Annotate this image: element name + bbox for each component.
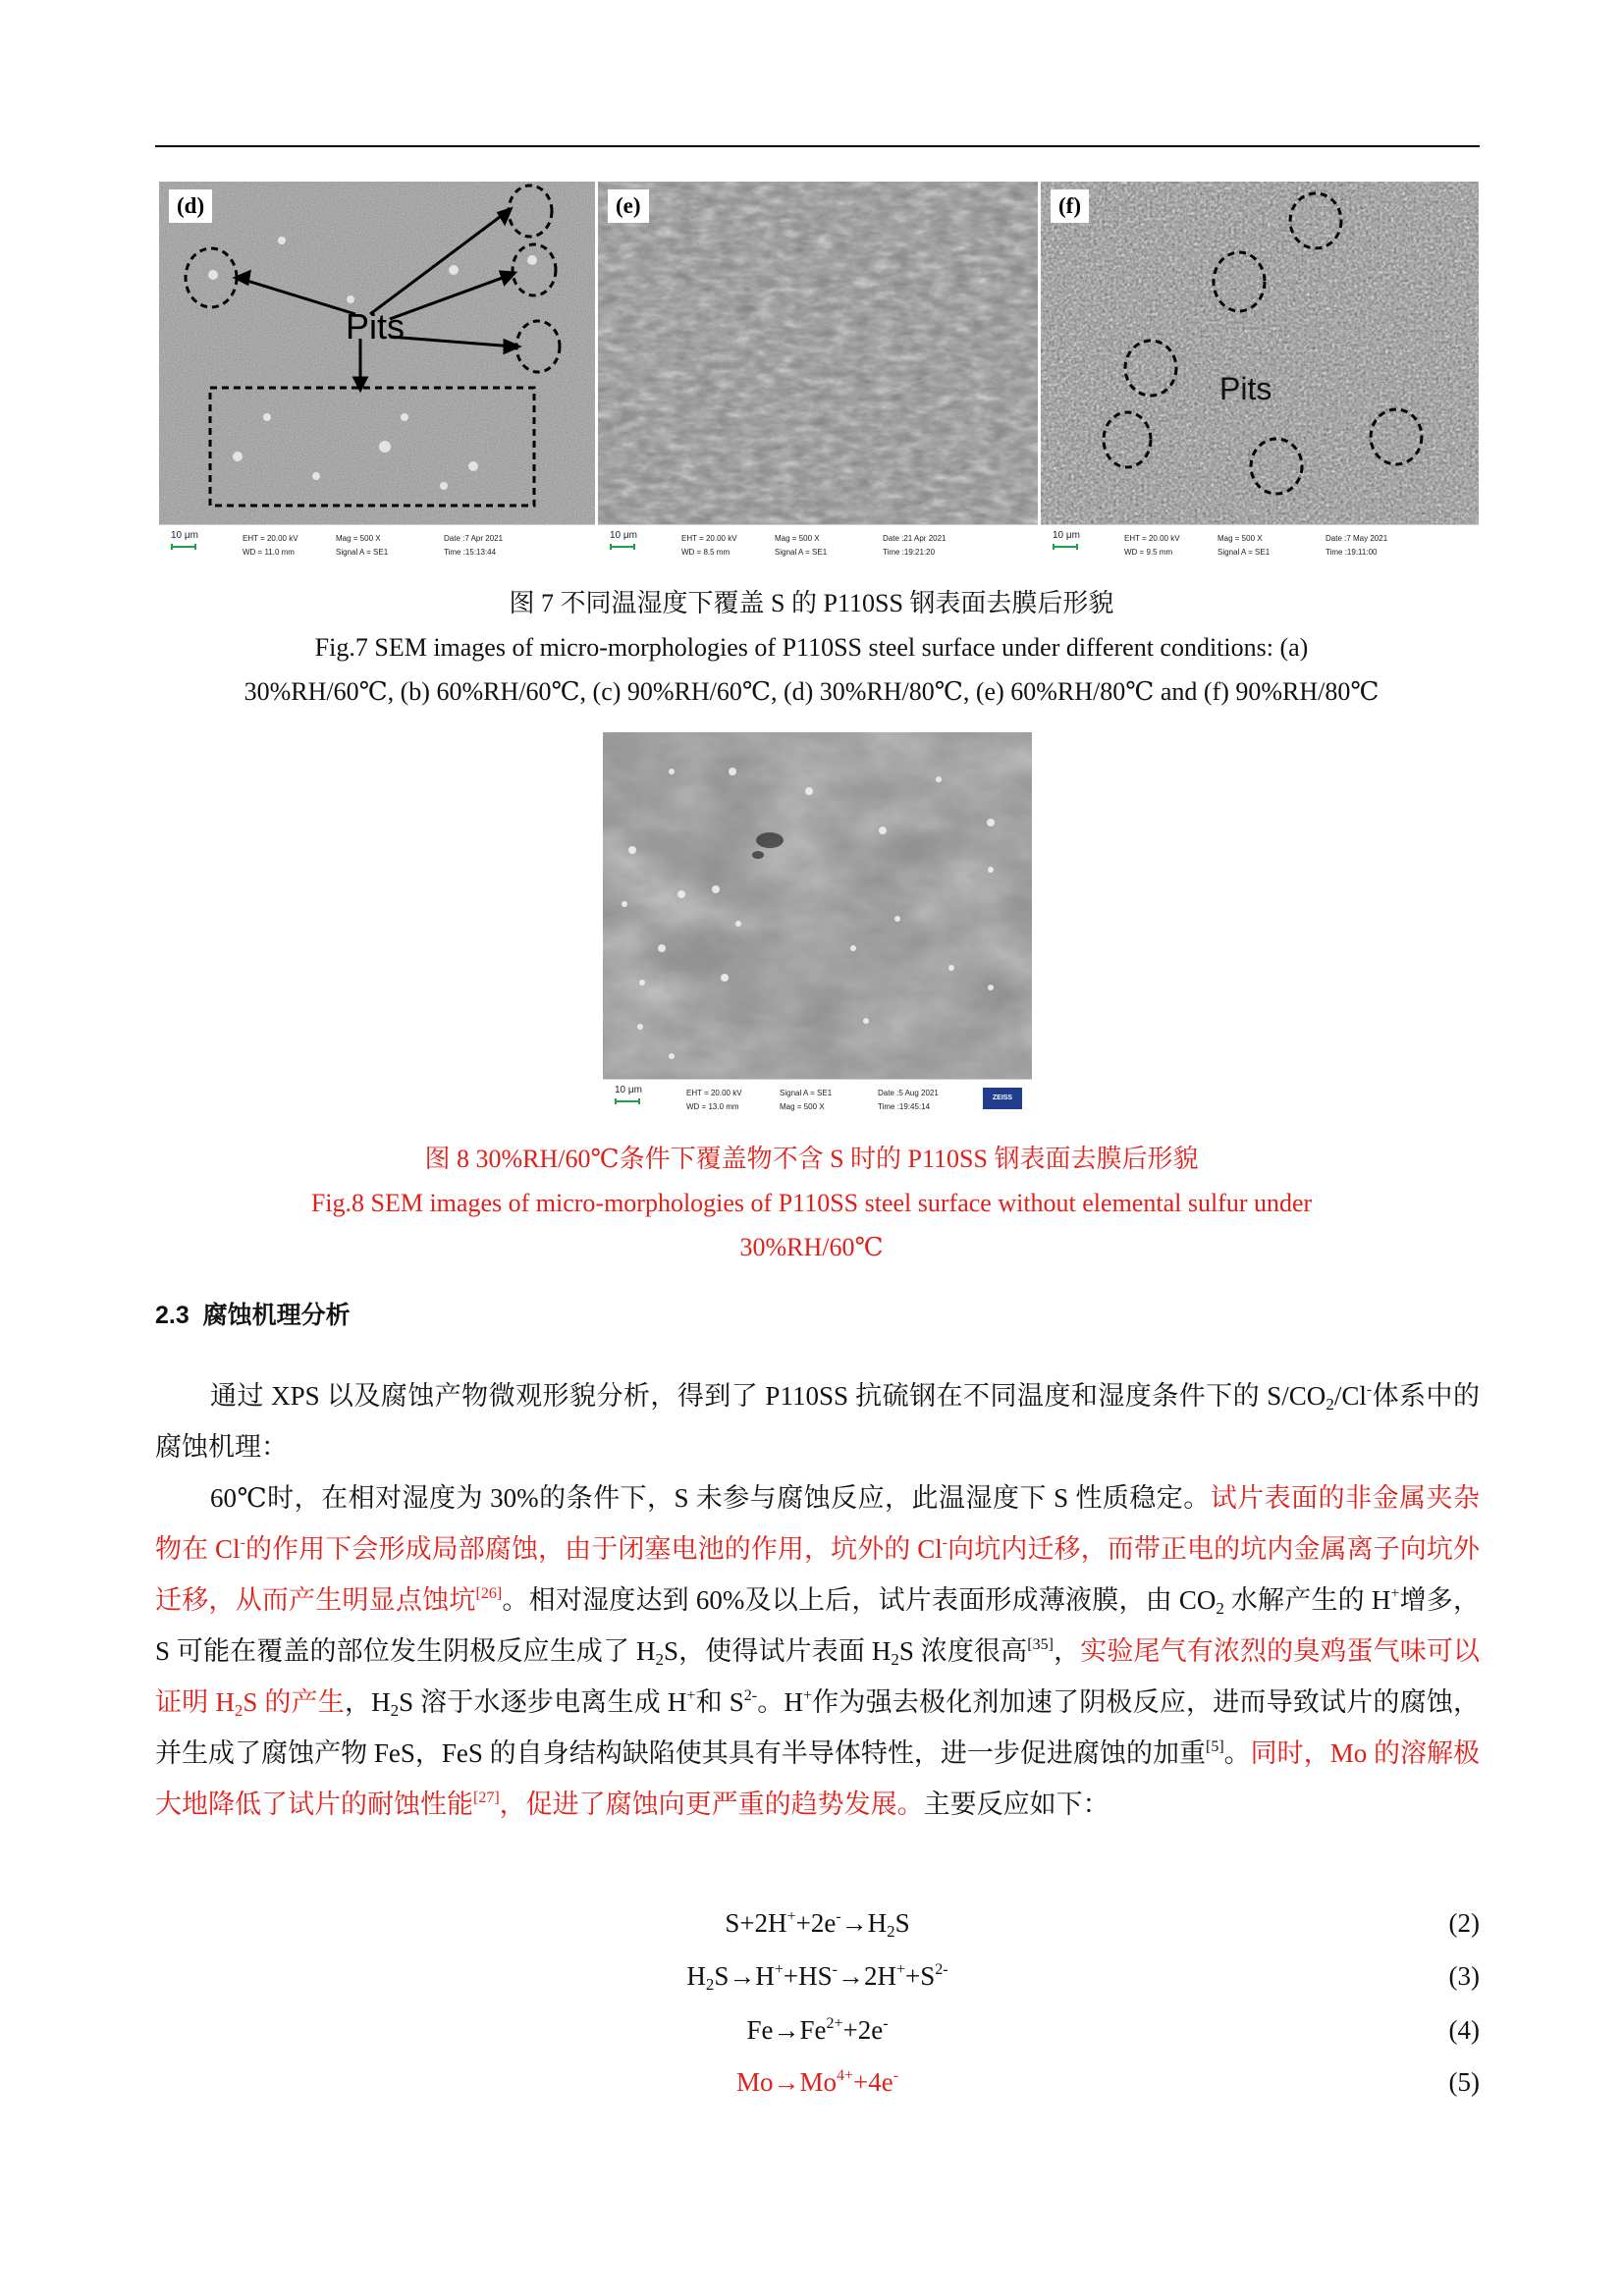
sem-panel-d: [159, 182, 595, 564]
date-value: Date :21 Apr 2021: [883, 534, 947, 543]
scale-label: 10 μm: [171, 530, 198, 541]
body-text: [155, 1370, 1480, 1830]
scale-bar: [1053, 544, 1078, 550]
paragraph-2: 60℃时，在相对湿度为 30%的条件下，S 未参与腐蚀反应，此温湿度下 S 性质稳定。试片表面的非金属夹杂物在 Cl-的作用下会形成局部腐蚀，由于闭塞电池的作用，坑外的 Cl-向坑内迁移，而带正电的坑内金属离子向坑外迁移，从而产生明显点蚀坑[26]。相对湿度达到 60%及以上后，试片表面形成薄液膜，由 $CO_2$ 水解产生的 H+增多，S 可能在覆盖的部位发生阴极反应生成了 $H_2S$，使得试片表面 $H_2S$ 浓度很高[35]，实验尾气有浓烈的臭鸡蛋气味可以证明 $H_2S$ 的产生，$H_2S$ 溶于水逐步电离生成 H+和 $S^{2-}$。H+作为强去极化剂加速了阴极反应，进而导致试片的腐蚀，并生成了腐蚀产物 FeS，FeS 的自身结构缺陷使其具有半导体特性，进一步促进腐蚀的加重[5]。同时，Mo 的溶解极大地降低了试片的耐蚀性能[27]，促进了腐蚀向更严重的趋势发展。主要反应如下：: [155, 1483, 1481, 1819]
panel-label-e: (e): [608, 189, 649, 223]
date-value: Date :7 Apr 2021: [444, 534, 504, 543]
sem-databar-e: [598, 524, 1038, 564]
time-value: Time :19:45:14: [878, 1102, 931, 1111]
paragraph-1: 通过 XPS 以及腐蚀产物微观形貌分析，得到了 P110SS 抗硫钢在不同温度和湿度条件下的 $S/CO_2/Cl^-$体系中的腐蚀机理：: [155, 1381, 1480, 1462]
panel-label-f: (f): [1051, 189, 1089, 223]
signal-value: Signal A = SE1: [780, 1089, 833, 1097]
sem-figure8: [603, 732, 1032, 1119]
scale-bar: [615, 1098, 640, 1104]
eht-value: EHT = 20.00 kV: [243, 534, 298, 543]
equation-2: [155, 1908, 1480, 1948]
equation-5: [155, 2067, 1480, 2107]
wd-value: WD = 8.5 mm: [681, 548, 730, 557]
citation-26: [26]: [475, 1585, 503, 1602]
equation-4: [155, 2015, 1480, 2055]
sem-panel-e: [598, 182, 1038, 564]
section-number: 2.3: [155, 1302, 189, 1329]
section-title: 腐蚀机理分析: [202, 1302, 351, 1329]
figure7-caption-en-1: Fig.7 SEM images of micro-morphologies of P110SS steel surface under different conditions: (a): [314, 633, 1309, 662]
equation-5-number: (5): [1448, 2067, 1480, 2097]
header-rule: [155, 145, 1480, 147]
signal-value: Signal A = SE1: [336, 548, 389, 557]
citation-35: [35]: [1027, 1636, 1054, 1653]
signal-value: Signal A = SE1: [1217, 548, 1271, 557]
equation-3: [155, 1961, 1480, 2001]
panel-label-d: (d): [169, 189, 212, 223]
pits-annotation-d: Pits: [346, 306, 406, 347]
wd-value: WD = 13.0 mm: [686, 1102, 739, 1111]
figure8-caption-en-2: 30%RH/60℃: [739, 1233, 884, 1261]
scale-label: 10 μm: [610, 530, 637, 541]
sem-databar-d: [159, 524, 595, 564]
equation-4-number: (4): [1448, 2015, 1480, 2045]
pits-annotation-f: Pits: [1219, 371, 1272, 406]
time-value: Time :19:11:00: [1325, 548, 1378, 557]
citation-27: [27]: [473, 1789, 500, 1806]
sem-databar-fig8: [603, 1079, 1032, 1119]
time-value: Time :15:13:44: [444, 548, 497, 557]
figure8-caption-en-1: Fig.8 SEM images of micro-morphologies of P110SS steel surface without elemental sulfur under: [310, 1189, 1313, 1217]
scale-bar: [610, 544, 635, 550]
date-value: Date :7 May 2021: [1325, 534, 1388, 543]
section-heading: [155, 1296, 351, 1331]
eht-value: EHT = 20.00 kV: [681, 534, 737, 543]
citation-5: [5]: [1205, 1738, 1224, 1755]
time-value: Time :19:21:20: [883, 548, 936, 557]
wd-value: WD = 11.0 mm: [243, 548, 295, 557]
mag-value: Mag = 500 X: [775, 534, 820, 543]
equation-4-formula: $Fe\to Fe^{2+}+2e^-$: [746, 2015, 889, 2045]
sem-image-fig8: [603, 732, 1032, 1119]
sem-image-d: [159, 182, 595, 564]
mag-value: Mag = 500 X: [780, 1102, 825, 1111]
equation-2-number: (2): [1448, 1908, 1480, 1938]
date-value: Date :5 Aug 2021: [878, 1089, 939, 1097]
sem-image-e: [598, 182, 1038, 564]
equation-5-formula: $Mo\to Mo^{4+}+4e^-$: [735, 2067, 899, 2097]
wd-value: WD = 9.5 mm: [1124, 548, 1173, 557]
scale-label: 10 μm: [615, 1085, 642, 1095]
sem-image-f: [1041, 182, 1479, 564]
mag-value: Mag = 500 X: [336, 534, 381, 543]
figure7-caption-cn: 图 7 不同温湿度下覆盖 S 的 P110SS 钢表面去膜后形貌: [509, 589, 1114, 617]
scale-bar: [171, 544, 196, 550]
equation-3-formula: $H_2S\to H^++HS^-\to 2H^++S^{2-}$: [686, 1961, 948, 1994]
zeiss-logo: ZEISS: [983, 1088, 1022, 1109]
signal-value: Signal A = SE1: [775, 548, 828, 557]
sem-panel-f: [1041, 182, 1479, 564]
eht-value: EHT = 20.00 kV: [1124, 534, 1180, 543]
sem-databar-f: [1041, 524, 1479, 564]
figure8-caption-cn: 图 8 30%RH/60℃条件下覆盖物不含 S 时的 P110SS 钢表面去膜后形貌: [424, 1145, 1199, 1173]
eht-value: EHT = 20.00 kV: [686, 1089, 742, 1097]
figure7-caption-en-2: 30%RH/60℃, (b) 60%RH/60℃, (c) 90%RH/60℃, (d) 30%RH/80℃, (e) 60%RH/80℃ and (f) 90%RH/80℃: [243, 677, 1380, 706]
mag-value: Mag = 500 X: [1217, 534, 1263, 543]
equation-3-number: (3): [1448, 1961, 1480, 1991]
equation-2-formula: $S+2H^++2e^-\to H_2S$: [725, 1908, 910, 1941]
scale-label: 10 μm: [1053, 530, 1080, 541]
